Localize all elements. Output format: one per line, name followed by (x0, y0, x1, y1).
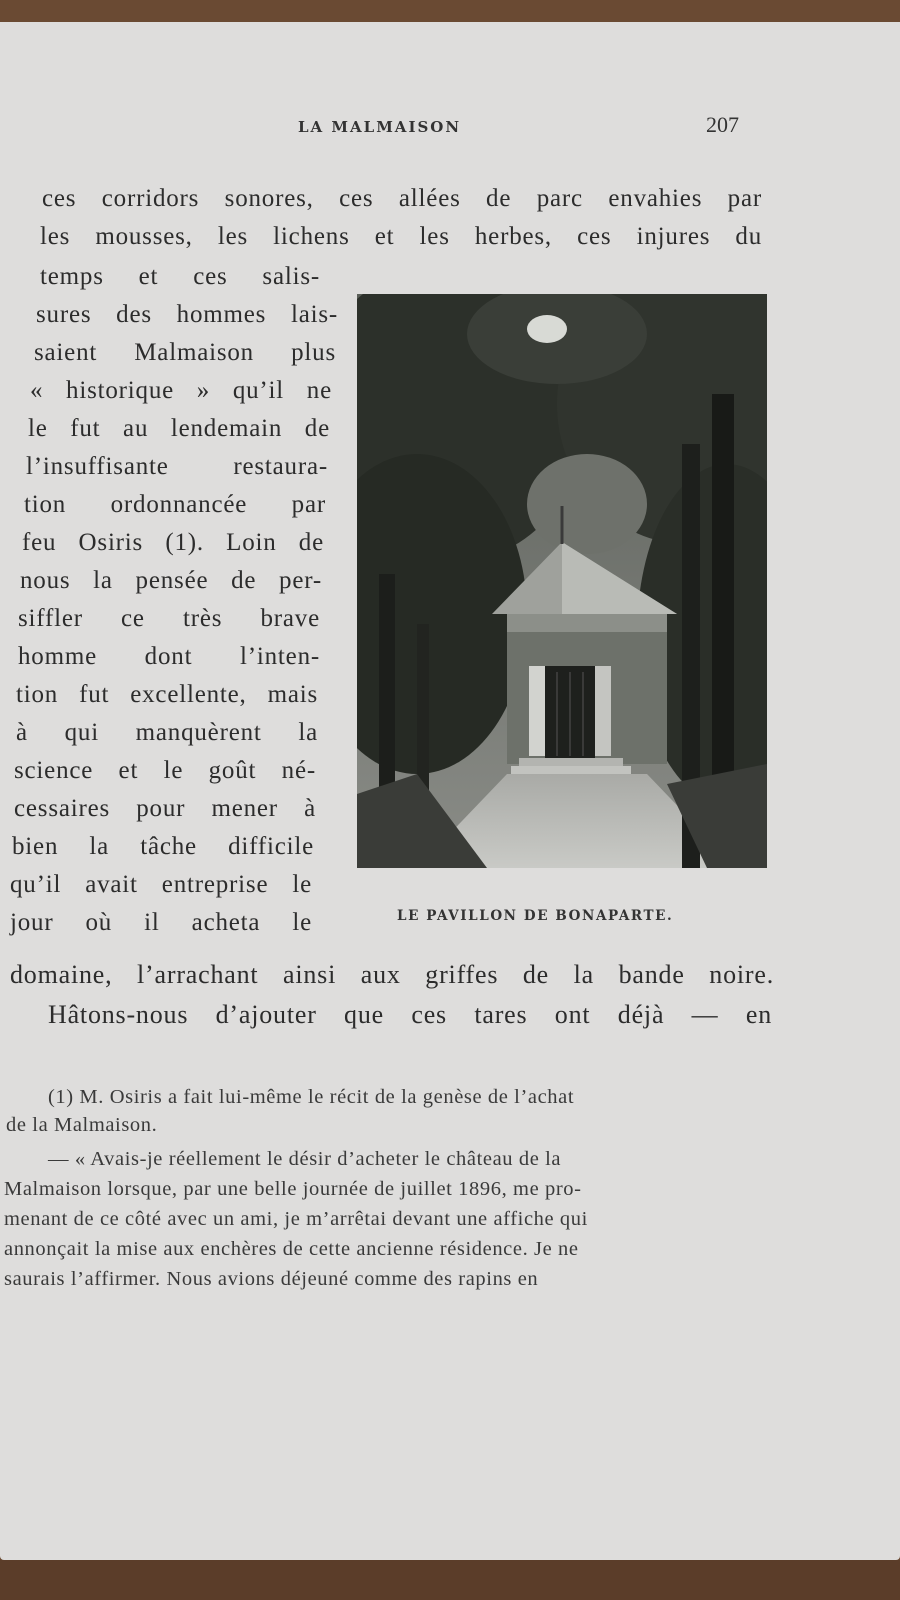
pavilion-photograph (357, 294, 767, 868)
footnote-line: Malmaison lorsque, par une belle journée de juillet 1896, me pro- (4, 1178, 582, 1200)
footnote-line: — « Avais-je réellement le désir d’acheter le château de la (48, 1148, 562, 1170)
running-head (0, 112, 900, 142)
footnote-line: (1) M. Osiris a fait lui-même le récit de la genèse de l’achat (48, 1086, 575, 1108)
column-line: qu’il avait entreprise le (10, 871, 312, 898)
column-line: « historique » qu’il ne (30, 377, 332, 404)
column-line: bien la tâche difficile (12, 833, 314, 860)
column-line: l’insuffisante restaura- (26, 453, 328, 480)
column-line: sures des hommes lais- (36, 301, 338, 328)
column-line: à qui manquèrent la (16, 719, 318, 746)
column-line: temps et ces salis- (40, 263, 320, 290)
column-line: science et le goût né- (14, 757, 316, 784)
column-line: nous la pensée de per- (20, 567, 322, 594)
footnote-line: de la Malmaison. (6, 1114, 158, 1136)
pavilion-illustration (357, 294, 767, 868)
figure-caption: LE PAVILLON DE BONAPARTE. (397, 908, 674, 924)
body-line: domaine, l’arrachant ainsi aux griffes de la bande noire. (10, 960, 774, 989)
running-title: LA MALMAISON (298, 118, 462, 136)
column-line: tion ordonnancée par (24, 491, 326, 518)
footnote-line: annonçait la mise aux enchères de cette ancienne résidence. Je ne (4, 1238, 579, 1260)
body-line: ces corridors sonores, ces allées de parc envahies par (42, 185, 762, 212)
footnote-line: saurais l’affirmer. Nous avions déjeuné comme des rapins en (4, 1268, 539, 1290)
column-line: homme dont l’inten- (18, 643, 320, 670)
column-line: saient Malmaison plus (34, 339, 336, 366)
footnote-line: menant de ce côté avec un ami, je m’arrêtai devant une affiche qui (4, 1208, 588, 1230)
column-line: feu Osiris (1). Loin de (22, 529, 324, 556)
page-number: 207 (706, 112, 739, 137)
column-line: jour où il acheta le (10, 909, 312, 936)
table-surface (0, 1560, 900, 1600)
column-line: siffler ce très brave (18, 605, 320, 632)
column-line: le fut au lendemain de (28, 415, 330, 442)
column-line: tion fut excellente, mais (16, 681, 318, 708)
column-line: cessaires pour mener à (14, 795, 316, 822)
body-line: les mousses, les lichens et les herbes, ces injures du (40, 223, 762, 250)
body-line: Hâtons-nous d’ajouter que ces tares ont déjà — en (48, 1000, 772, 1029)
